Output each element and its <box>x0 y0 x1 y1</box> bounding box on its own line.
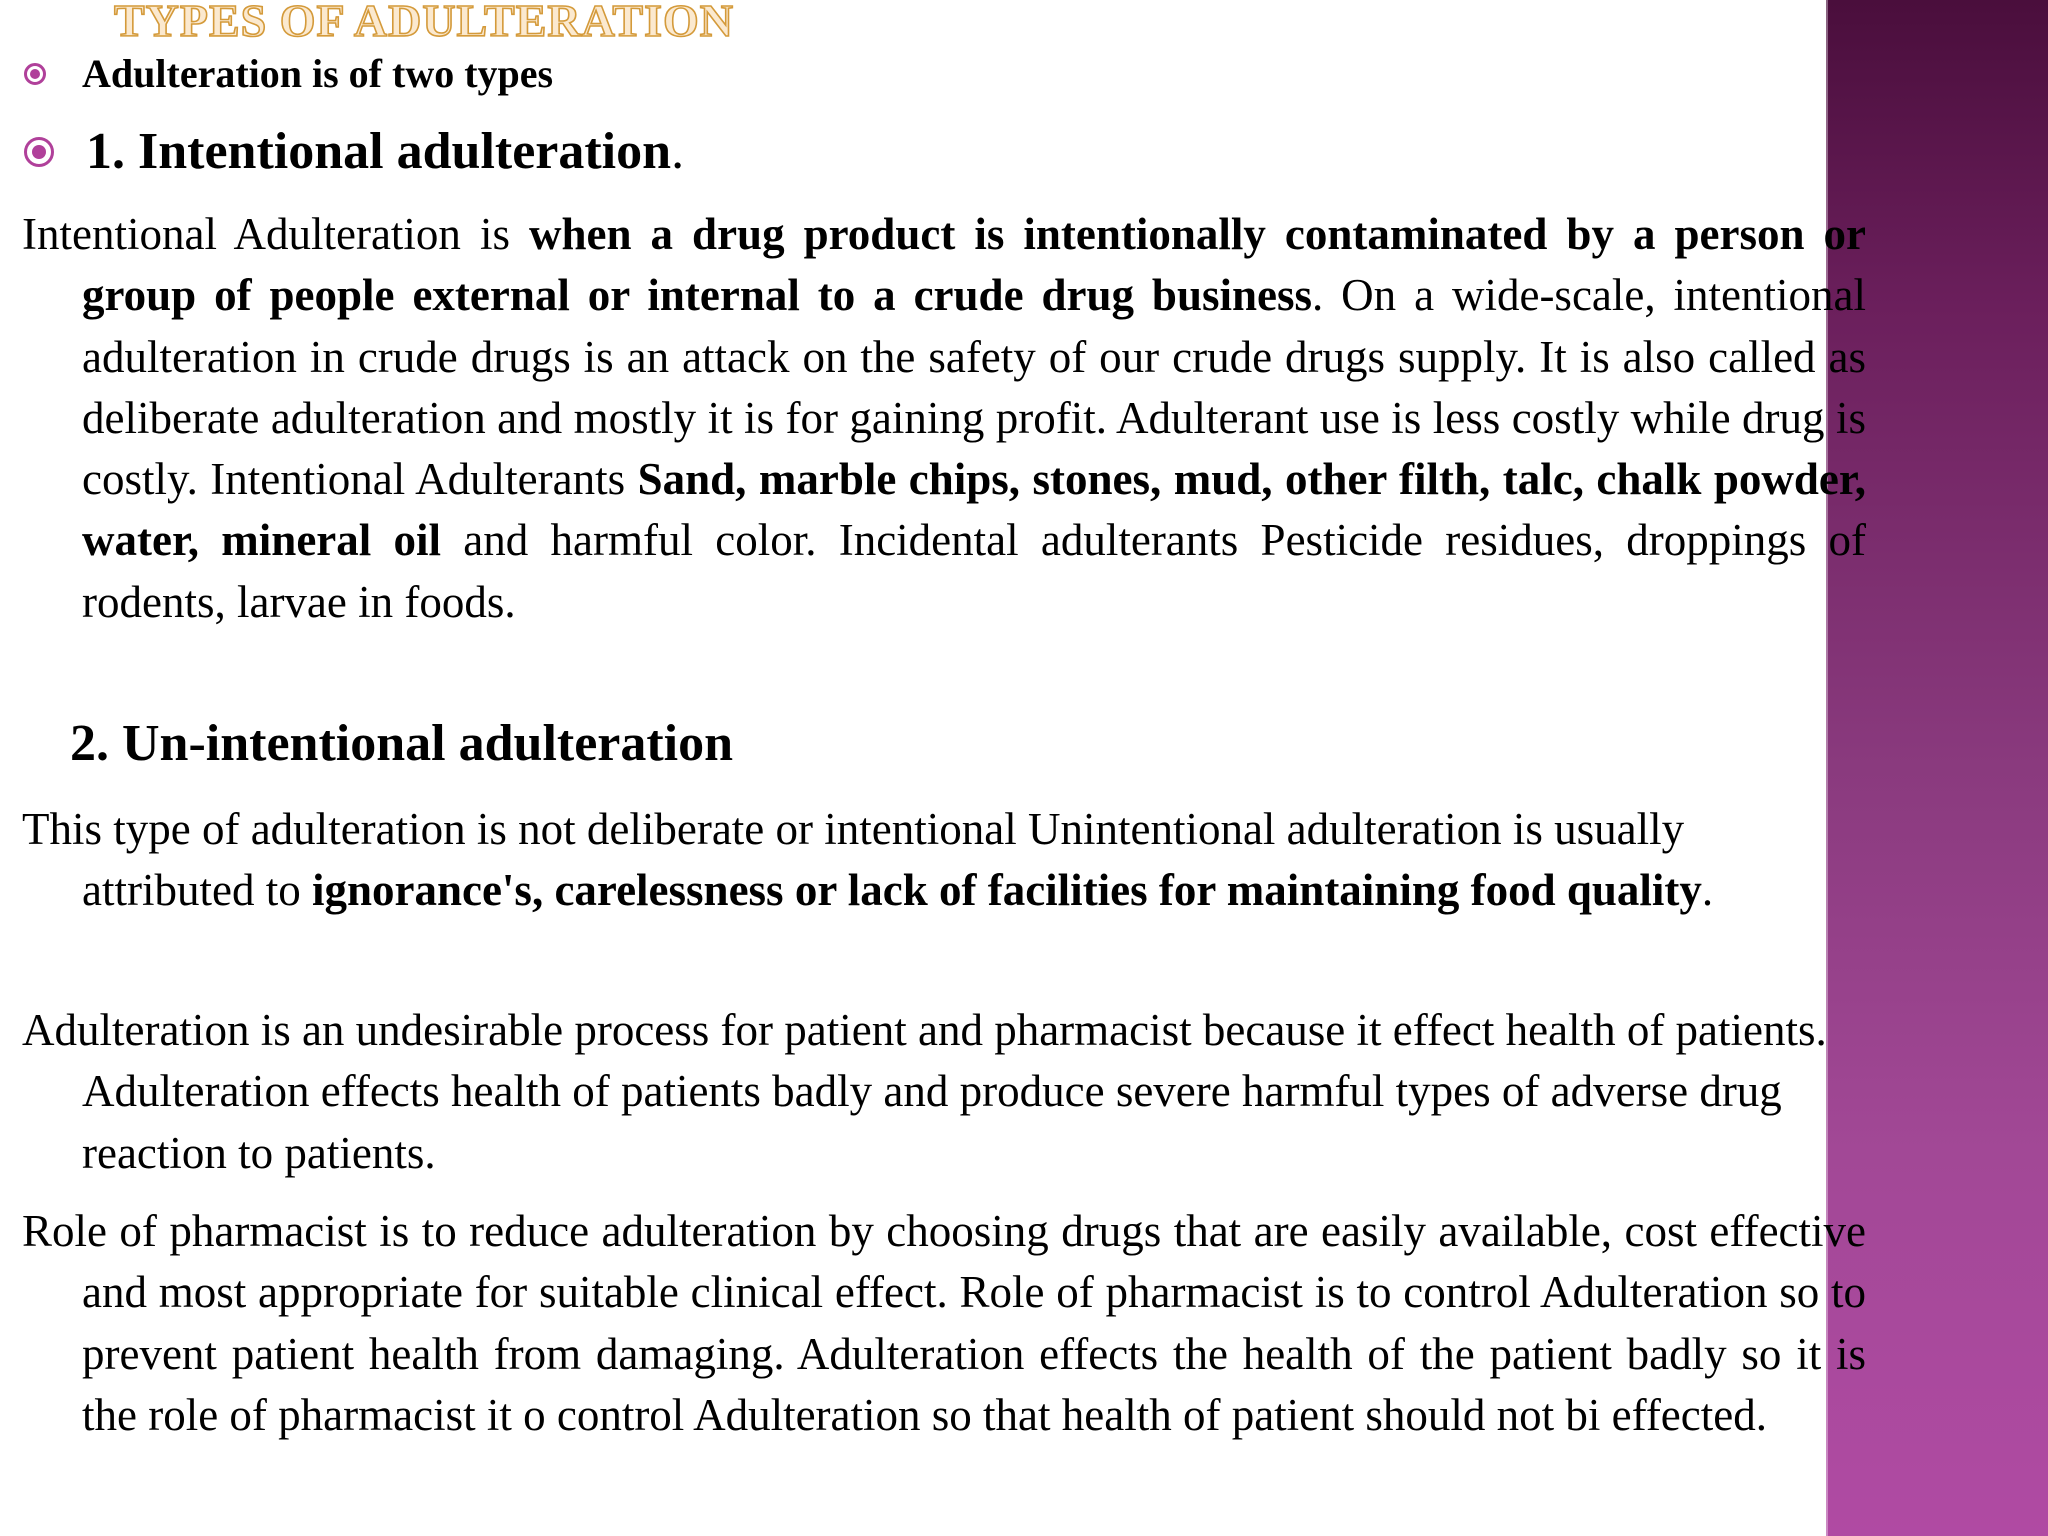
intentional-text-1: Intentional Adulteration is <box>22 209 529 259</box>
bullet-intro-text: Adulteration is of two types <box>82 51 554 96</box>
intentional-bold-1: when a drug product is intentionally contaminated by a person or group of people external or internal to a crude drug business <box>82 209 1866 321</box>
role-paragraph: Role of pharmacist is to reduce adulteration by choosing drugs that are easily available, cost effective and most appropriate for suitable clinical effect. Role of pharmacist is to control Adulteration so to prevent patient health from damaging. Adulteration effects the health of the patient badly so it is the role of pharmacist it o control Adulteration so that health of patient should not bi effected. <box>22 1206 1866 1440</box>
unintentional-paragraph <box>22 799 1866 922</box>
unintentional-heading: 2. Un-intentional adulteration <box>70 715 734 772</box>
unintentional-text-1: This type of adulteration is not deliberate or intentional Unintentional adulteration is usually attributed to <box>22 804 1685 916</box>
intentional-text-2: . On a wide-scale, intentional adulteration in crude drugs is an attack on the safety of our crude drugs supply. It is also called as deliberate adulteration and mostly it is for gaining profit. Adulterant use is less costly while drug is costly. Intentional Adulterants <box>82 270 1866 505</box>
unintentional-text-2: . <box>1701 865 1714 916</box>
unintentional-bold-1: ignorance's, carelessness or lack of facilities for maintaining food quality <box>311 865 1702 916</box>
radio-bullet-icon <box>24 63 46 85</box>
bullet-intentional-heading <box>24 122 684 181</box>
intentional-bold-2: Sand, marble chips, stones, mud, other filth, talc, chalk powder, water, mineral oil <box>82 454 1866 566</box>
slide-title: TYPES OF ADULTERATION <box>114 0 734 46</box>
radio-bullet-icon <box>24 137 54 167</box>
intentional-text-3: and harmful color. Incidental adulterants Pesticide residues, droppings of rodents, larvae in foods. <box>82 515 1866 627</box>
effects-paragraph: Adulteration is an undesirable process for patient and pharmacist because it effect health of patients. Adulteration effects health of patients badly and produce severe harmful types of adverse drug reaction to patients. <box>22 1005 1827 1178</box>
bullet-intro <box>24 50 553 97</box>
intentional-paragraph <box>22 204 1866 633</box>
intentional-heading-punct: . <box>671 123 685 180</box>
intentional-heading-text: 1. Intentional adulteration <box>86 123 672 180</box>
